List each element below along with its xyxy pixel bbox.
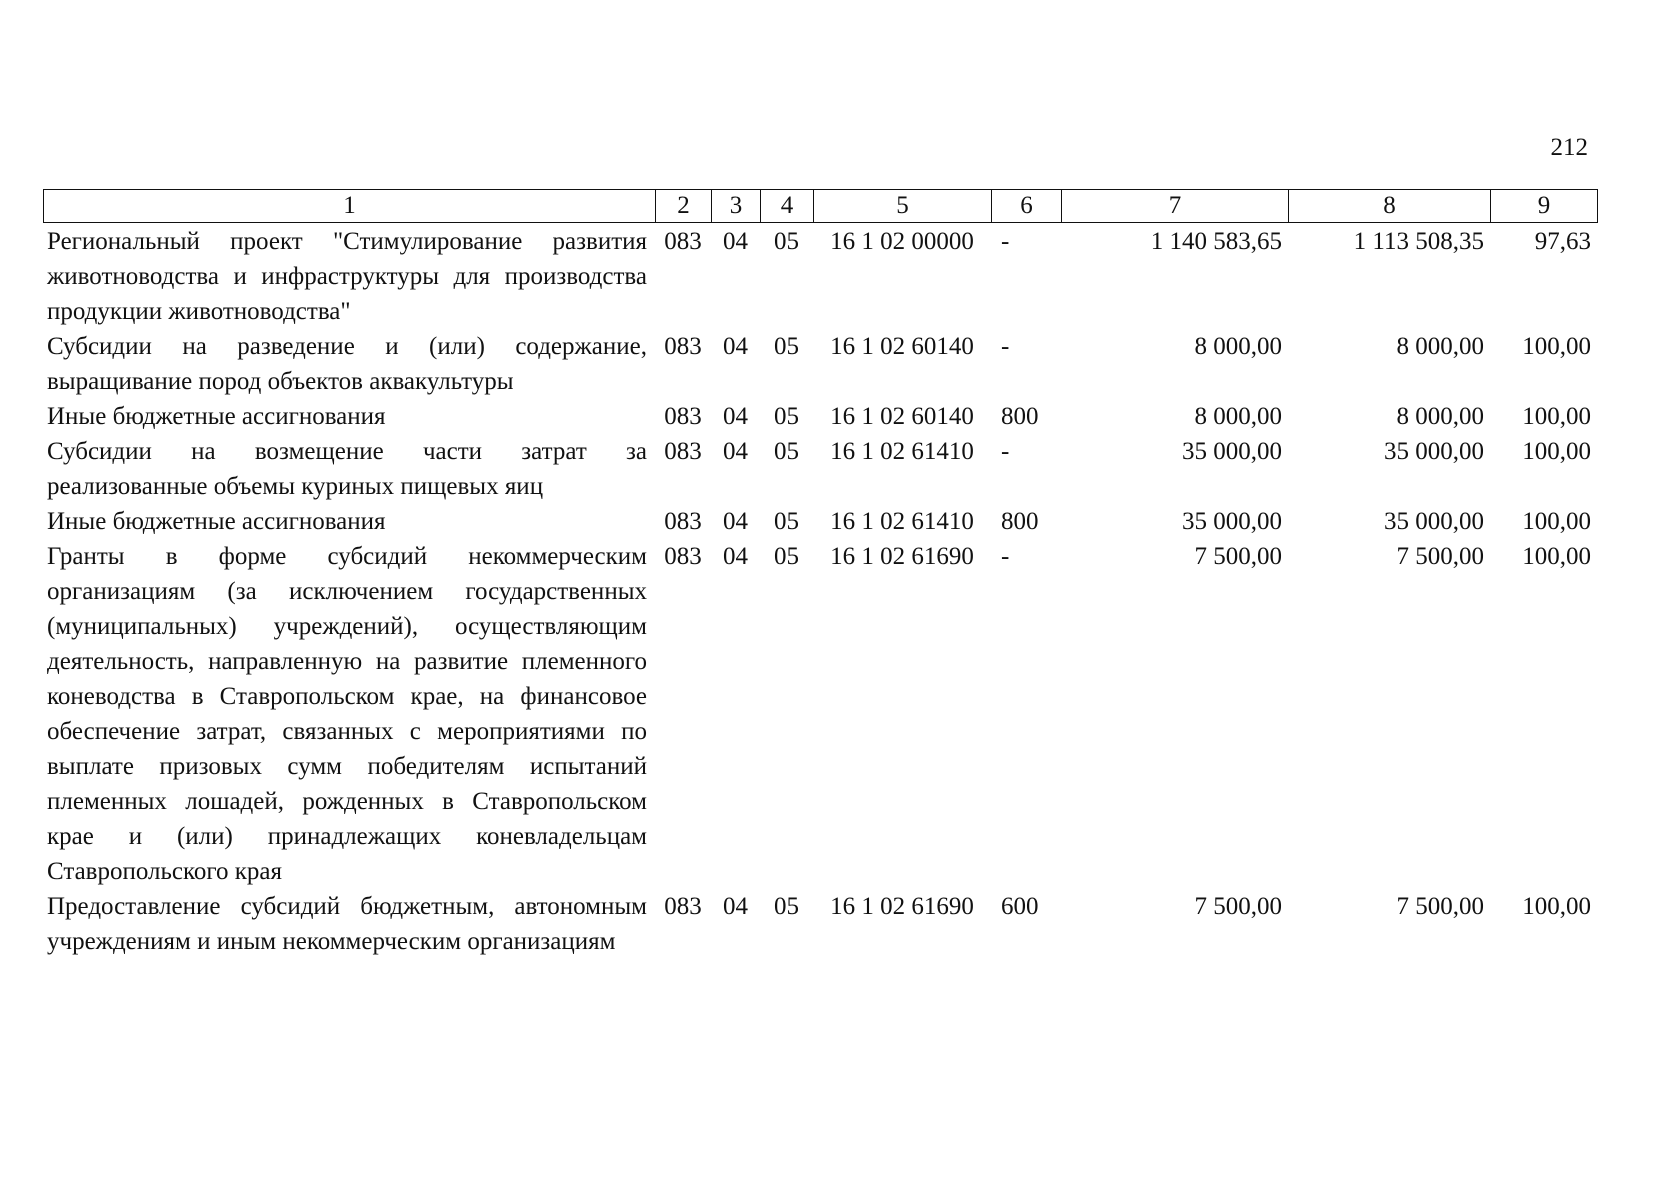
row-name: Региональный проект "Стимулирование развития животноводства и инфраструктуры для производства продукции животноводства" [47, 228, 647, 325]
row-name: Субсидии на разведение и (или) содержание, выращивание пород объектов аквакультуры [47, 333, 647, 395]
row-planned: 7 500,00 [1194, 893, 1282, 920]
row-executed: 7 500,00 [1396, 893, 1484, 920]
column-number-header [43, 189, 1598, 223]
row-planned: 1 140 583,65 [1150, 228, 1282, 255]
row-target-code: 16 1 02 60140 [830, 403, 974, 430]
row-target-code: 16 1 02 00000 [830, 228, 974, 255]
row-expense-type: 800 [1001, 508, 1039, 535]
row-expense-type: - [1001, 228, 1010, 255]
row-planned: 35 000,00 [1182, 508, 1282, 535]
row-section-code: 04 [723, 543, 748, 570]
header-col-1: 1 [44, 190, 656, 223]
row-name: Предоставление субсидий бюджетным, автономным учреждениям и иным некоммерческим организациям [47, 893, 647, 955]
row-ministry-code: 083 [664, 893, 702, 920]
row-ministry-code: 083 [664, 508, 702, 535]
row-percent: 100,00 [1522, 893, 1591, 920]
table-row [43, 504, 1597, 539]
table-row [43, 329, 1597, 399]
row-subsection-code: 05 [774, 508, 799, 535]
row-expense-type: 600 [1001, 893, 1039, 920]
table-row [43, 224, 1597, 329]
row-section-code: 04 [723, 228, 748, 255]
row-planned: 8 000,00 [1194, 403, 1282, 430]
header-col-4: 4 [761, 190, 814, 223]
row-target-code: 16 1 02 60140 [830, 333, 974, 360]
row-expense-type: - [1001, 543, 1010, 570]
header-col-8: 8 [1289, 190, 1491, 223]
row-executed: 35 000,00 [1384, 438, 1484, 465]
row-target-code: 16 1 02 61410 [830, 438, 974, 465]
row-executed: 8 000,00 [1396, 403, 1484, 430]
table-row [43, 399, 1597, 434]
row-section-code: 04 [723, 438, 748, 465]
row-planned: 35 000,00 [1182, 438, 1282, 465]
row-percent: 100,00 [1522, 543, 1591, 570]
row-executed: 1 113 508,35 [1353, 228, 1484, 255]
row-expense-type: 800 [1001, 403, 1039, 430]
row-section-code: 04 [723, 333, 748, 360]
row-percent: 100,00 [1522, 333, 1591, 360]
row-ministry-code: 083 [664, 403, 702, 430]
row-section-code: 04 [723, 508, 748, 535]
row-planned: 8 000,00 [1194, 333, 1282, 360]
row-expense-type: - [1001, 333, 1010, 360]
row-name: Иные бюджетные ассигнования [47, 508, 386, 535]
row-ministry-code: 083 [664, 438, 702, 465]
row-ministry-code: 083 [664, 543, 702, 570]
row-ministry-code: 083 [664, 333, 702, 360]
row-subsection-code: 05 [774, 228, 799, 255]
row-percent: 100,00 [1522, 403, 1591, 430]
header-col-3: 3 [712, 190, 761, 223]
table-row [43, 889, 1597, 959]
row-percent: 100,00 [1522, 508, 1591, 535]
header-col-2: 2 [656, 190, 712, 223]
row-percent: 97,63 [1534, 228, 1591, 255]
row-planned: 7 500,00 [1194, 543, 1282, 570]
row-subsection-code: 05 [774, 543, 799, 570]
row-subsection-code: 05 [774, 333, 799, 360]
row-ministry-code: 083 [664, 228, 702, 255]
row-name: Иные бюджетные ассигнования [47, 403, 386, 430]
table-row [43, 539, 1597, 889]
row-subsection-code: 05 [774, 438, 799, 465]
table-row [43, 434, 1597, 504]
row-executed: 8 000,00 [1396, 333, 1484, 360]
row-section-code: 04 [723, 893, 748, 920]
page-number: 212 [1550, 134, 1588, 161]
row-executed: 35 000,00 [1384, 508, 1484, 535]
budget-table [43, 224, 1597, 959]
row-subsection-code: 05 [774, 403, 799, 430]
header-col-5: 5 [814, 190, 992, 223]
row-percent: 100,00 [1522, 438, 1591, 465]
header-col-7: 7 [1062, 190, 1289, 223]
row-subsection-code: 05 [774, 893, 799, 920]
header-col-9: 9 [1491, 190, 1598, 223]
row-name: Гранты в форме субсидий некоммерческим организациям (за исключением государственных (муниципальных) учреждений), осуществляющим деятельность, направленную на развитие племенного коневодства в Ставропольском крае, на финансовое обеспечение затрат, связанных с мероприятиями по выплате призовых сумм победителям испытаний племенных лошадей, рожденных в Ставропольском крае и (или) принадлежащих коневладельцам Ставропольского края [47, 543, 647, 885]
row-target-code: 16 1 02 61690 [830, 893, 974, 920]
row-section-code: 04 [723, 403, 748, 430]
row-expense-type: - [1001, 438, 1010, 465]
row-target-code: 16 1 02 61690 [830, 543, 974, 570]
row-target-code: 16 1 02 61410 [830, 508, 974, 535]
row-name: Субсидии на возмещение части затрат за реализованные объемы куриных пищевых яиц [47, 438, 647, 500]
row-executed: 7 500,00 [1396, 543, 1484, 570]
header-col-6: 6 [992, 190, 1062, 223]
